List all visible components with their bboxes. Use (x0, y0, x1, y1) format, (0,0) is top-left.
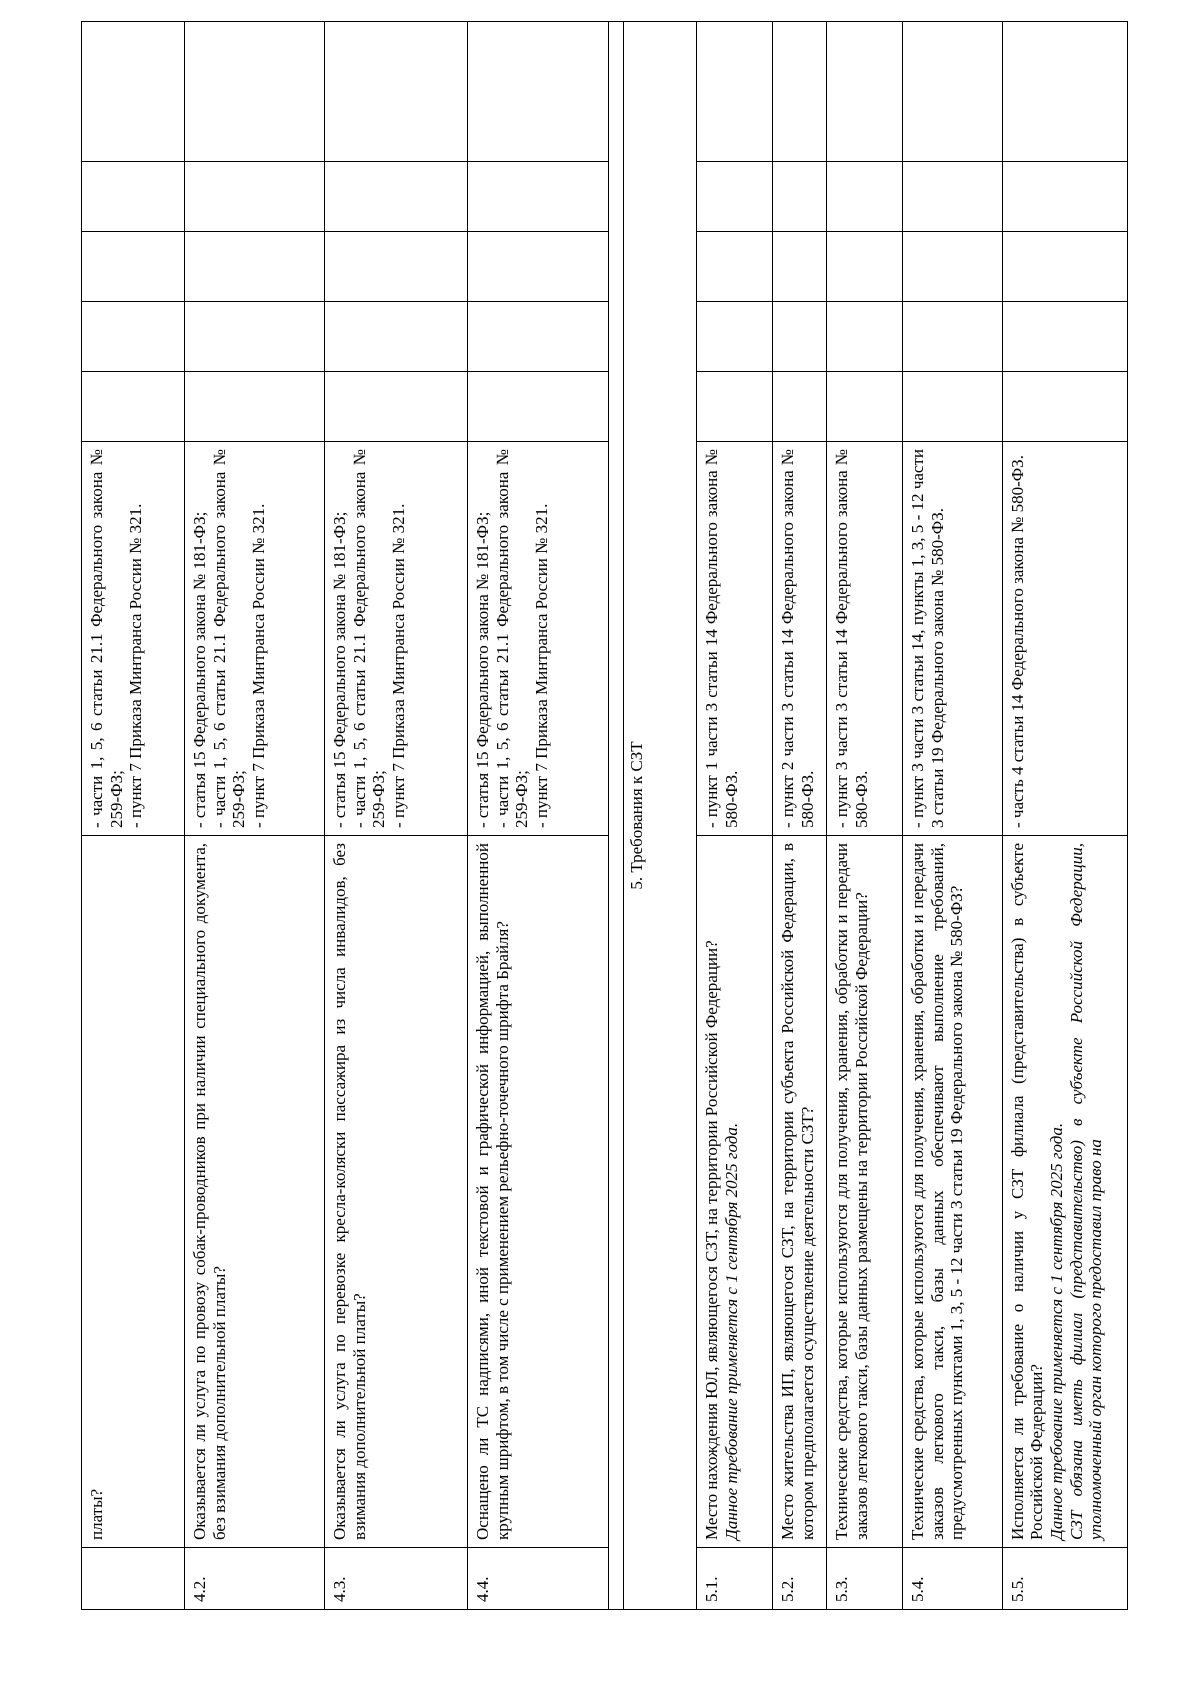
reference-cell (772, 442, 827, 836)
answer-cell (1002, 302, 1127, 372)
spacer-row (609, 22, 624, 1610)
rows-bottom (697, 22, 1128, 1610)
question-cell (697, 836, 773, 1548)
answer-cell (772, 232, 827, 302)
question-cell (468, 836, 609, 1548)
answer-cell (903, 162, 1003, 232)
table-row (772, 22, 827, 1610)
reference-line: - пункт 7 Приказа Минтранса России № 321. (249, 503, 269, 828)
answer-cell (903, 372, 1003, 442)
table-row (82, 22, 185, 1610)
reference-line: - пункт 1 части 3 статьи 14 Федерального закона № 580-ФЗ. (702, 449, 741, 828)
answer-cell (325, 232, 468, 302)
reference-line: - статья 15 Федерального закона № 181-ФЗ; (473, 511, 492, 828)
answer-cell (82, 302, 185, 372)
answer-cell (82, 22, 185, 162)
question-text: Технические средства, которые используются для получения, хранения, обработки и передачи заказов легкового такси, базы данных размещены на территории Российской Федерации? (832, 843, 872, 1540)
answer-cell (325, 302, 468, 372)
answer-cell (827, 232, 903, 302)
answer-cell (82, 372, 185, 442)
answer-cell (697, 162, 773, 232)
answer-cell (325, 162, 468, 232)
answer-cell (772, 372, 827, 442)
table-row (903, 22, 1003, 1610)
reference-cell (468, 442, 609, 836)
reference-cell (325, 442, 468, 836)
rotated-page (81, 22, 1128, 1610)
question-text: Оснащено ли ТС надписями, иной текстовой и графической информацией, выполненной крупным шрифтом, в том числе с применением рельефно-точечного шрифта Брайля? (473, 843, 512, 1540)
rows-top (82, 22, 697, 1610)
row-number: 5.5. (1002, 1548, 1127, 1610)
answer-cell (468, 232, 609, 302)
answer-cell (468, 372, 609, 442)
reference-line: - пункт 2 части 3 статьи 14 Федерального закона № 580-ФЗ. (777, 449, 817, 828)
question-text: Оказывается ли услуга по перевозке кресла-коляски пассажира из числа инвалидов, без взимания дополнительной платы? (330, 843, 369, 1540)
row-number: 5.4. (903, 1548, 1003, 1610)
question-note: Данное требование применяется с 1 сентября 2025 года. (1046, 1122, 1066, 1540)
question-text: Оказывается ли услуга по провозу собак-проводников при наличии специального документа, без взимания дополнительной платы? (190, 843, 229, 1540)
answer-cell (827, 302, 903, 372)
table-row (697, 22, 773, 1610)
answer-cell (185, 232, 325, 302)
table-row (468, 22, 609, 1610)
answer-cell (185, 372, 325, 442)
answer-cell (1002, 232, 1127, 302)
question-text: Место жительства ИП, являющегося СЗТ, на территории субъекта Российской Федерации, в котором предполагается осуществление деятельности СЗТ? (777, 843, 817, 1540)
checklist-table (81, 21, 1128, 1610)
row-number: 5.2. (772, 1548, 827, 1610)
reference-line: - часть 4 статьи 14 Федерального закона № 580-ФЗ. (1007, 455, 1027, 828)
table-row (1002, 22, 1127, 1610)
reference-cell (827, 442, 903, 836)
reference-line: - части 1, 5, 6 статьи 21.1 Федерального закона № 259-ФЗ; (492, 449, 532, 828)
reference-line: - пункт 7 Приказа Минтранса России № 321. (532, 503, 552, 828)
question-text: Место нахождения ЮЛ, являющегося СЗТ, на территории Российской Федерации? (702, 940, 722, 1540)
answer-cell (468, 22, 609, 162)
question-text: Исполняется ли требование о наличии у СЗТ филиала (представительства) в субъекте Российской Федерации? (1007, 843, 1047, 1540)
row-number: 5.3. (827, 1548, 903, 1610)
answer-cell (185, 22, 325, 162)
answer-cell (325, 22, 468, 162)
answer-cell (82, 162, 185, 232)
answer-cell (325, 372, 468, 442)
answer-cell (468, 162, 609, 232)
question-text: платы? (87, 1488, 106, 1540)
answer-cell (1002, 22, 1127, 162)
answer-cell (772, 22, 827, 162)
question-cell (82, 836, 185, 1548)
reference-line: - части 1, 5, 6 статьи 21.1 Федерального закона № 259-ФЗ; (349, 449, 389, 828)
row-number: 5.1. (697, 1548, 773, 1610)
row-number: 4.4. (468, 1548, 609, 1610)
question-text: Технические средства, которые используются для получения, хранения, обработки и передачи заказов легкового такси, базы данных обеспечивают выполнение требований, предусмотренных пунктами 1, 3, 5 - 12 части 3 статьи 19 Федерального закона № 580-ФЗ? (908, 843, 967, 1540)
answer-cell (772, 162, 827, 232)
question-cell (1002, 836, 1127, 1548)
question-cell (827, 836, 903, 1548)
table-row (185, 22, 325, 1610)
reference-line: - части 1, 5, 6 статьи 21.1 Федерального закона № 259-ФЗ; (87, 449, 126, 828)
question-cell (325, 836, 468, 1548)
question-note: СЗТ обязана иметь филиал (представительство) в субъекте Российской Федерации, уполномоченный орган которого предоставил право на (1066, 843, 1106, 1540)
answer-cell (697, 22, 773, 162)
answer-cell (468, 302, 609, 372)
answer-cell (827, 372, 903, 442)
spacer-cell (609, 22, 624, 1610)
question-cell (772, 836, 827, 1548)
section-title: 5. Требования к СЗТ (624, 22, 697, 1610)
row-number: 4.2. (185, 1548, 325, 1610)
reference-line: - пункт 3 части 3 статьи 14 Федерального закона № 580-ФЗ. (832, 449, 872, 828)
reference-line: - пункт 3 части 3 статьи 14, пункты 1, 3, 5 - 12 части 3 статьи 19 Федерального закона № 580-ФЗ. (908, 449, 947, 828)
reference-cell (82, 442, 185, 836)
answer-cell (1002, 372, 1127, 442)
row-number: 4.3. (325, 1548, 468, 1610)
answer-cell (903, 302, 1003, 372)
question-cell (903, 836, 1003, 1548)
question-cell (185, 836, 325, 1548)
reference-cell (903, 442, 1003, 836)
section-row (624, 22, 697, 1610)
reference-line: - пункт 7 Приказа Минтранса России № 321. (389, 503, 409, 828)
table-row (325, 22, 468, 1610)
answer-cell (185, 302, 325, 372)
answer-cell (903, 232, 1003, 302)
question-note: Данное требование применяется с 1 сентября 2025 года. (721, 1122, 741, 1540)
answer-cell (82, 232, 185, 302)
answer-cell (697, 232, 773, 302)
answer-cell (827, 162, 903, 232)
answer-cell (697, 372, 773, 442)
reference-cell (185, 442, 325, 836)
reference-line: - части 1, 5, 6 статьи 21.1 Федерального закона № 259-ФЗ; (209, 449, 249, 828)
answer-cell (185, 162, 325, 232)
answer-cell (827, 22, 903, 162)
answer-cell (1002, 162, 1127, 232)
row-number (82, 1548, 185, 1610)
reference-line: - статья 15 Федерального закона № 181-ФЗ; (190, 511, 209, 828)
reference-line: - статья 15 Федерального закона № 181-ФЗ; (330, 511, 349, 828)
table-row (827, 22, 903, 1610)
answer-cell (903, 22, 1003, 162)
reference-line: - пункт 7 Приказа Минтранса России № 321. (126, 503, 146, 828)
reference-cell (1002, 442, 1127, 836)
answer-cell (772, 302, 827, 372)
answer-cell (697, 302, 773, 372)
reference-cell (697, 442, 773, 836)
